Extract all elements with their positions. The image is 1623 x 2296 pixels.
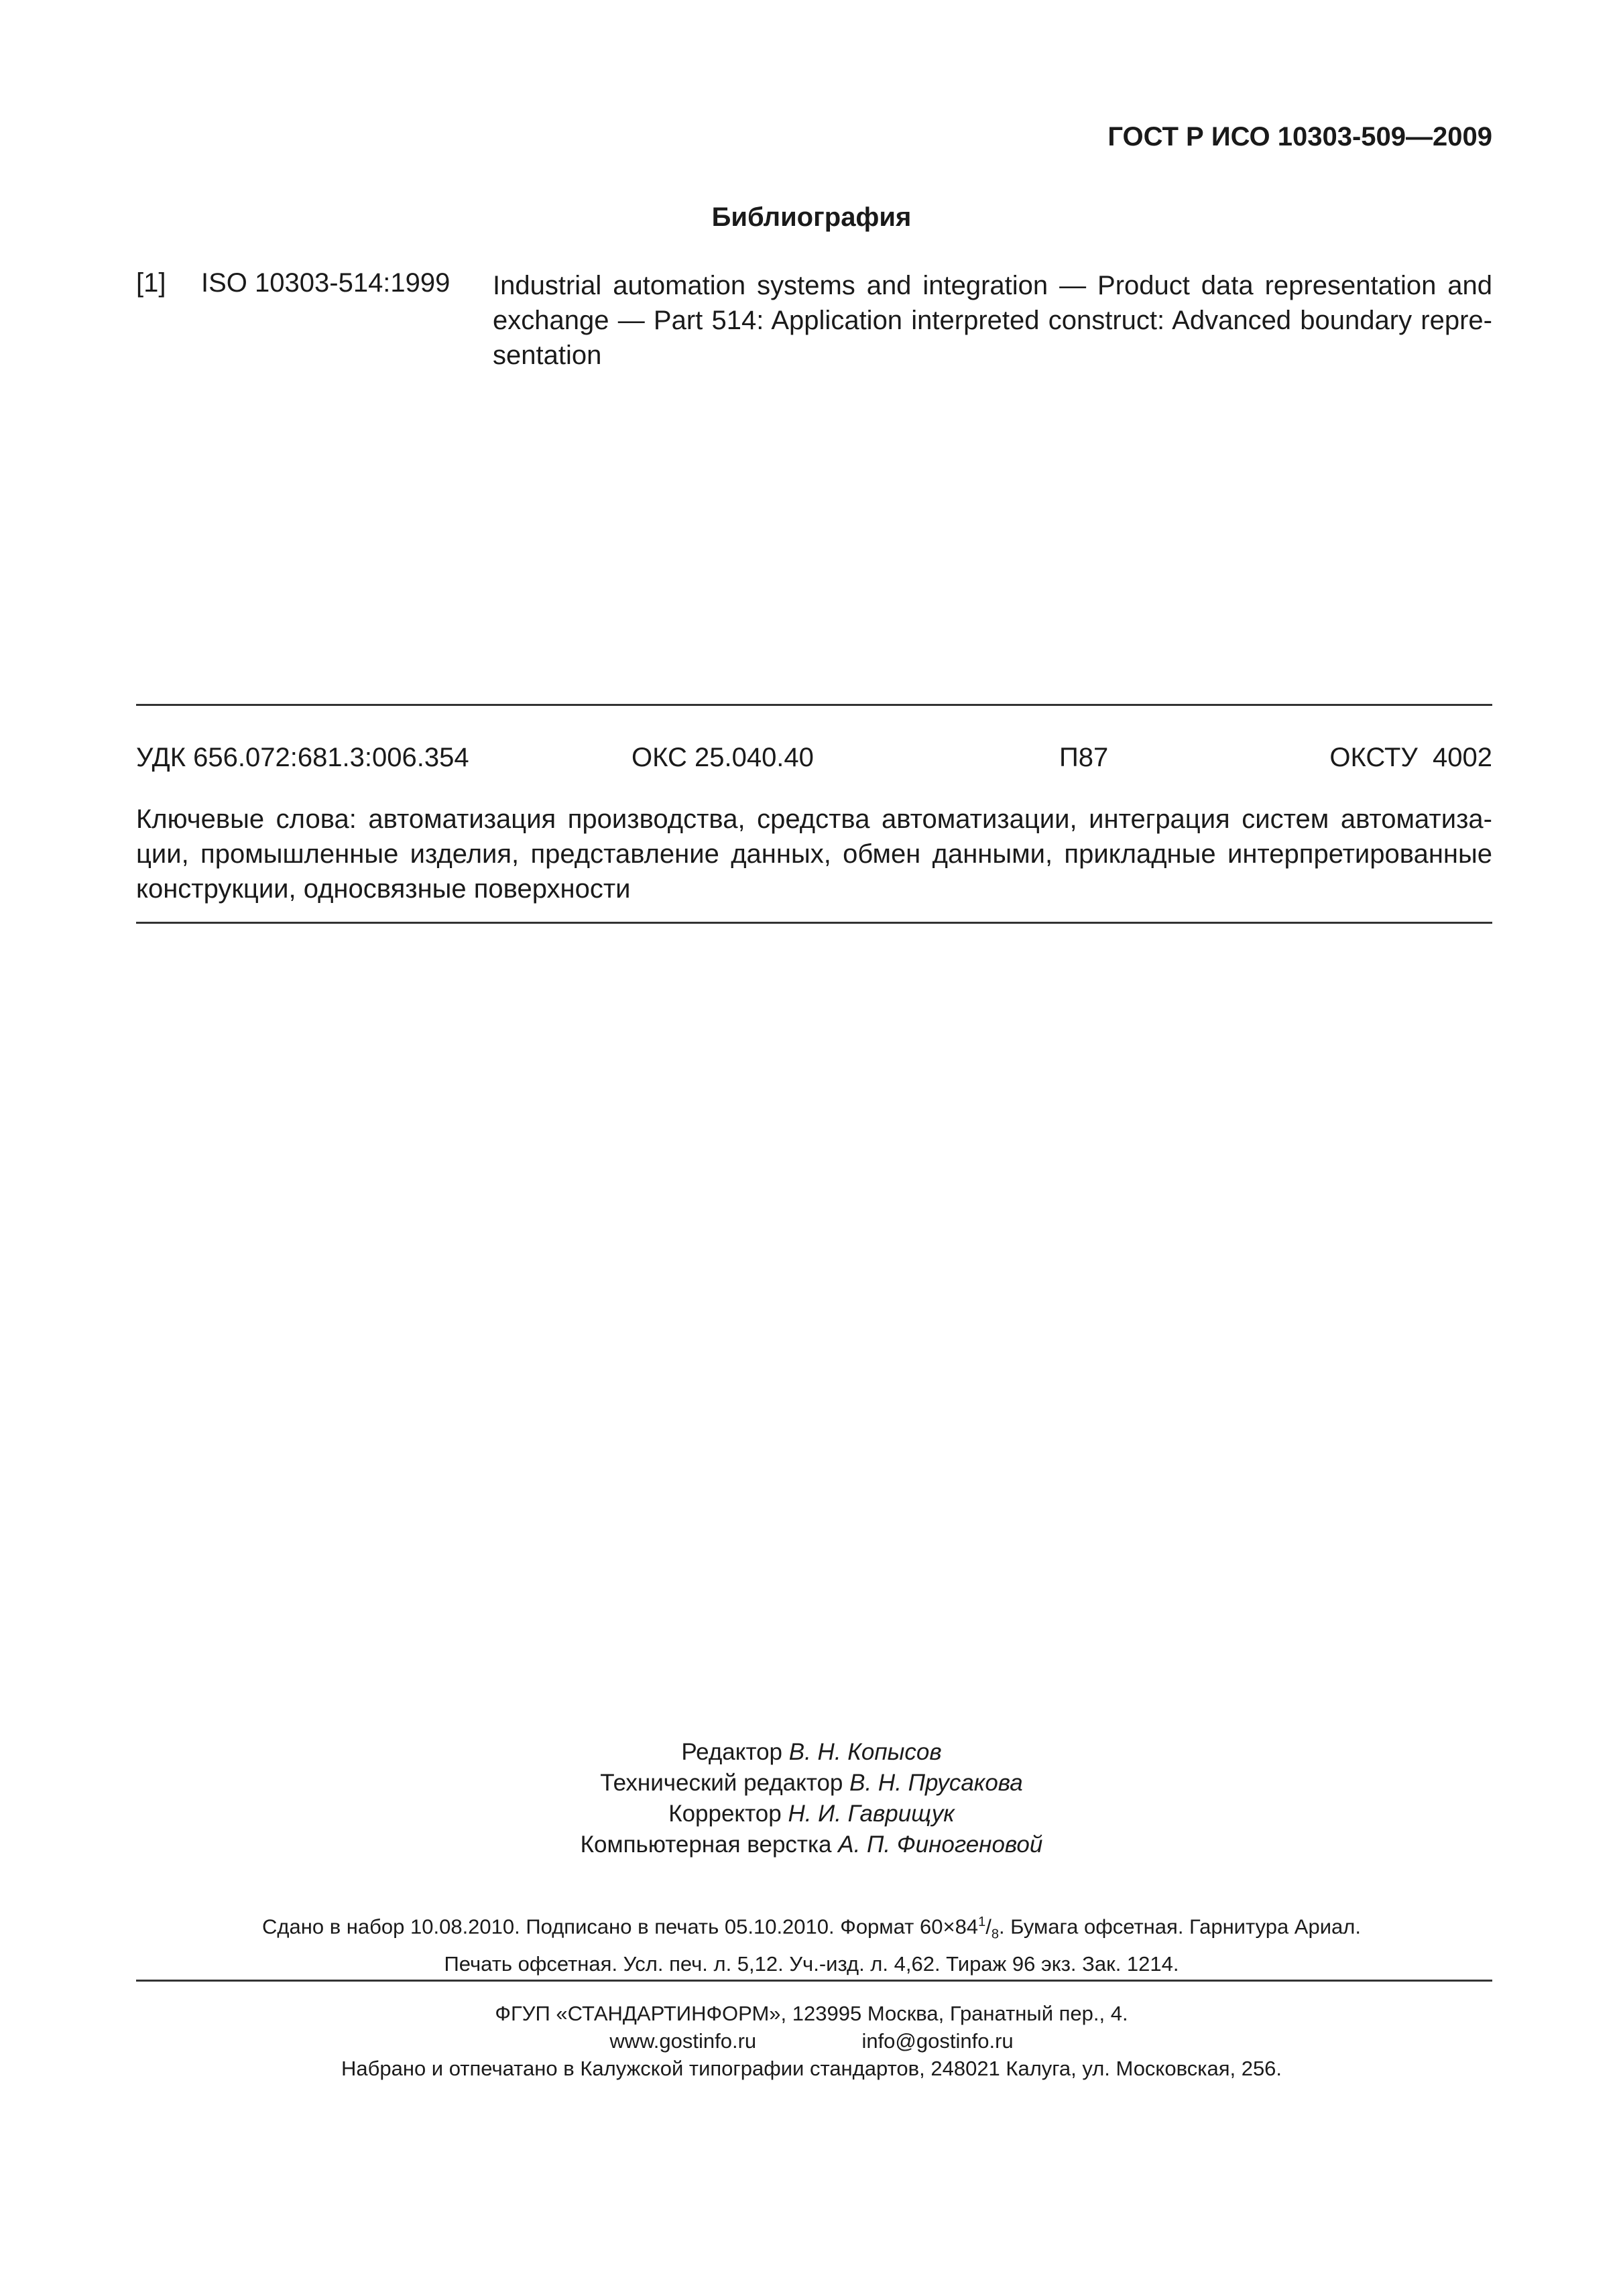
reference-code: ISO 10303-514:1999 bbox=[201, 268, 450, 298]
publisher-block bbox=[0, 2000, 1623, 2082]
layout-name: А. П. Финогеновой bbox=[838, 1831, 1043, 1858]
divider-bottom bbox=[136, 1980, 1492, 1982]
document-code: ГОСТ Р ИСО 10303-509—2009 bbox=[1107, 122, 1492, 152]
publisher-links bbox=[0, 2027, 1623, 2055]
publisher-website[interactable]: www.gostinfo.ru bbox=[609, 2029, 757, 2053]
printer-info: Набрано и отпечатано в Калужской типографии стандартов, 248021 Калуга, ул. Московская, 256. bbox=[341, 2057, 1282, 2080]
reference-number: [1] bbox=[136, 268, 166, 298]
format-slash: / bbox=[985, 1915, 991, 1939]
print-line1-end: . Бумага офсетная. Гарнитура Ариал. bbox=[998, 1915, 1361, 1939]
format-subscript: 8 bbox=[991, 1927, 999, 1942]
credits-block bbox=[0, 1737, 1623, 1860]
credit-layout bbox=[0, 1829, 1623, 1860]
p-code: П87 bbox=[1059, 743, 1109, 772]
bibliography-title: Библиография bbox=[711, 202, 912, 232]
credit-corrector bbox=[0, 1799, 1623, 1829]
udk-code: УДК 656.072:681.3:006.354 bbox=[136, 743, 469, 772]
credit-editor bbox=[0, 1737, 1623, 1768]
format-superscript: 1 bbox=[978, 1915, 986, 1929]
publisher-address: ФГУП «СТАНДАРТИНФОРМ», 123995 Москва, Гранатный пер., 4. bbox=[495, 2002, 1128, 2025]
corrector-role: Корректор bbox=[668, 1801, 782, 1827]
editor-role: Редактор bbox=[681, 1739, 783, 1765]
editor-name: В. Н. Копысов bbox=[788, 1739, 942, 1765]
keywords: Ключевые слова: автоматизация производства, средства автоматизации, интеграция систем автоматиза-ции, промышленные изделия, представление данных, обмен данными, прикладные интерпретированные конструкции, односвязные поверхности bbox=[136, 804, 1492, 904]
divider-keywords bbox=[136, 922, 1492, 924]
divider-top bbox=[136, 704, 1492, 706]
tech-editor-role: Технический редактор bbox=[600, 1770, 843, 1796]
print-info-line1 bbox=[0, 1908, 1623, 1949]
corrector-name: Н. И. Гаврищук bbox=[788, 1801, 955, 1827]
publisher-email[interactable]: info@gostinfo.ru bbox=[861, 2029, 1014, 2053]
reference-title: Industrial automation systems and integration — Product data representation and exchange — Part 514: Application interpreted construct: Advanced boundary repre-sentation bbox=[493, 271, 1492, 370]
oks-code: ОКС 25.040.40 bbox=[632, 743, 814, 772]
print-info-line2: Печать офсетная. Усл. печ. л. 5,12. Уч.-изд. л. 4,62. Тираж 96 экз. Зак. 1214. bbox=[444, 1951, 1179, 1976]
print-info bbox=[0, 1908, 1623, 1978]
layout-role: Компьютерная верстка bbox=[580, 1831, 832, 1858]
print-line1-start: Сдано в набор 10.08.2010. Подписано в печать 05.10.2010. Формат 60×84 bbox=[262, 1915, 979, 1939]
credit-tech-editor bbox=[0, 1768, 1623, 1799]
okstu-code: ОКСТУ 4002 bbox=[1329, 743, 1492, 772]
tech-editor-name: В. Н. Прусакова bbox=[849, 1770, 1023, 1796]
